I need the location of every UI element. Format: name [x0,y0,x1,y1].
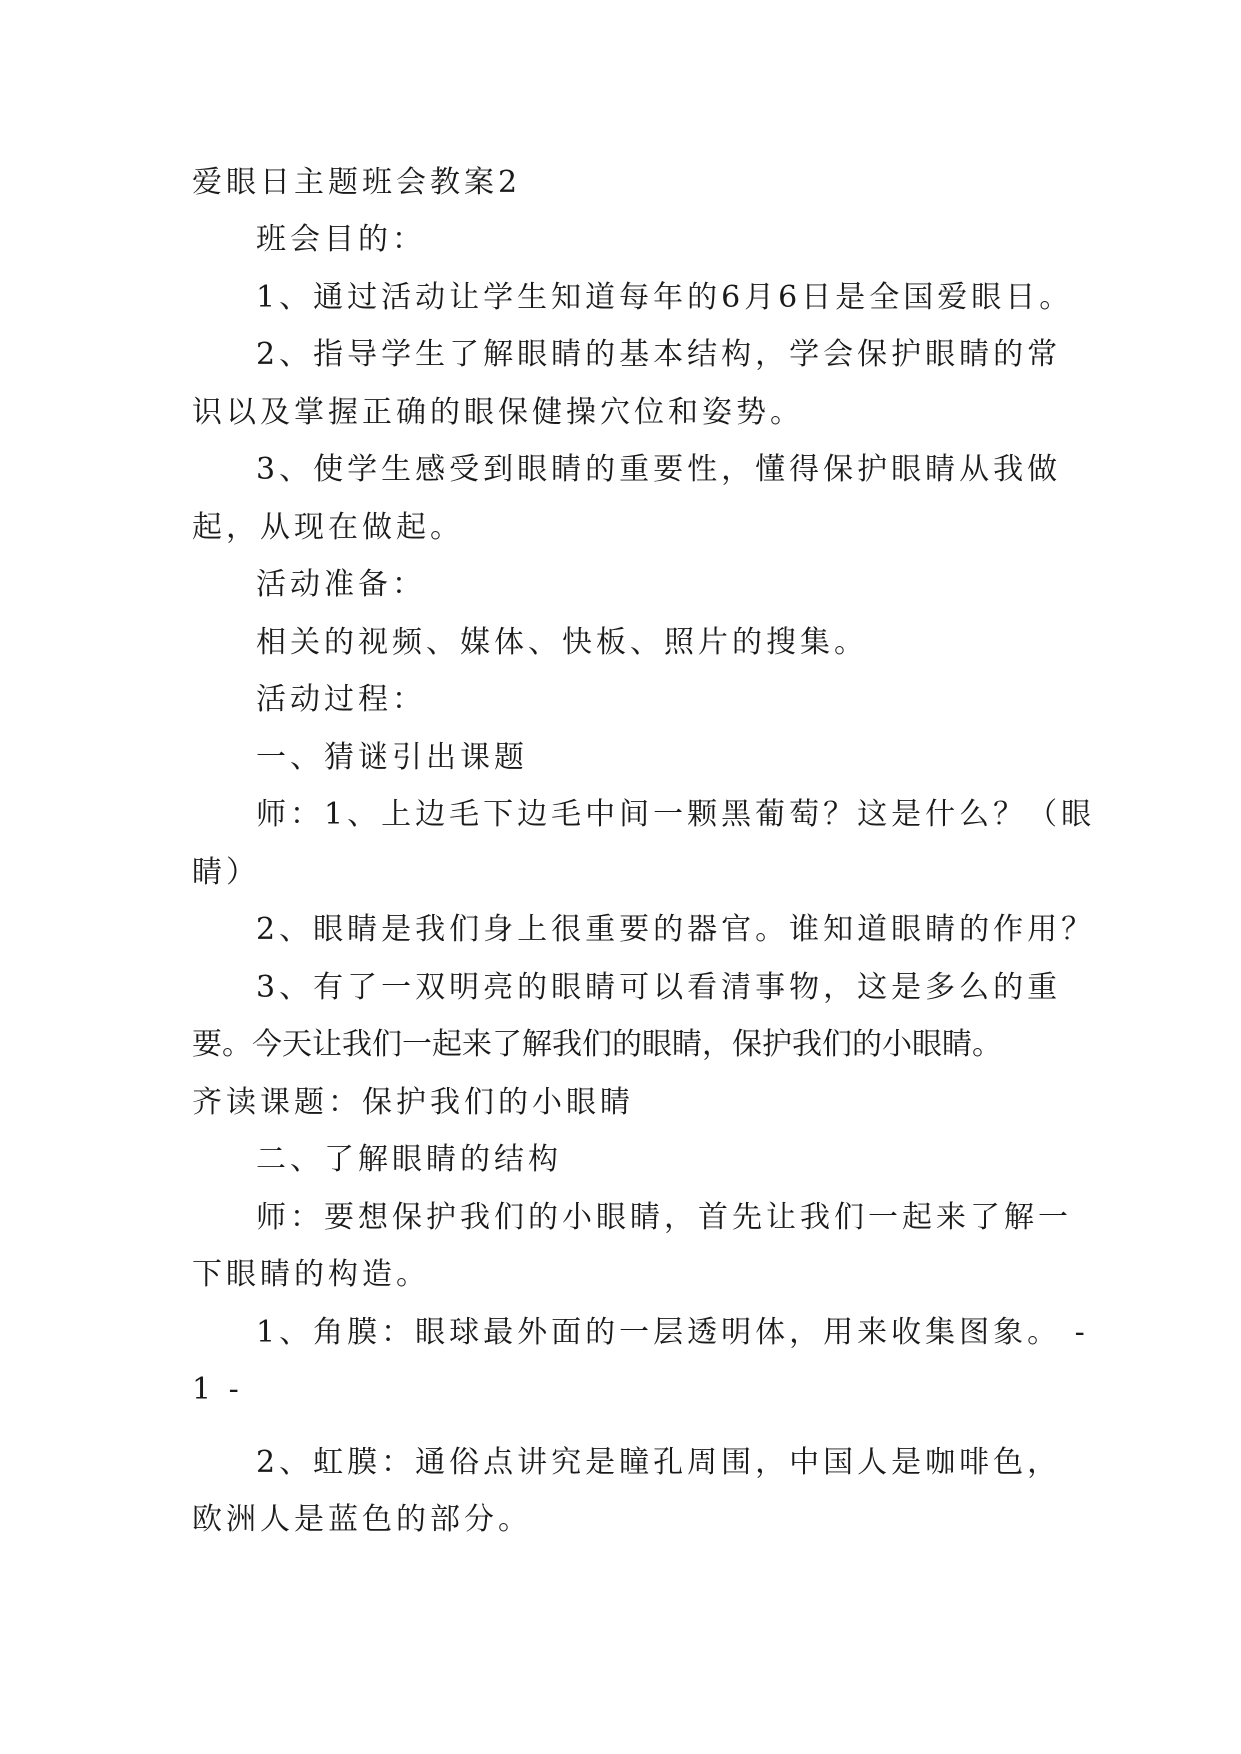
section-heading: 活动准备： [256,567,426,602]
paragraph-line: 3、有了一双明亮的眼睛可以看清事物，这是多么的重 [256,970,1062,1005]
paragraph-line: 师：1、上边毛下边毛中间一颗黑葡萄？这是什么？（眼 [256,797,1096,832]
paragraph-line: 1、角膜：眼球最外面的一层透明体，用来收集图象。 - [256,1315,1089,1350]
paragraph-line: 欧洲人是蓝色的部分。 [192,1502,532,1537]
section-heading: 班会目的： [256,222,426,257]
paragraph-line: 相关的视频、媒体、快板、照片的搜集。 [256,625,868,660]
page-number: 1 - [192,1372,243,1407]
section-heading: 一、猜谜引出课题 [256,740,528,775]
paragraph-line: 下眼睛的构造。 [192,1257,430,1292]
paragraph-line: 起，从现在做起。 [192,510,464,545]
paragraph-line: 2、指导学生了解眼睛的基本结构，学会保护眼睛的常 [256,337,1062,372]
paragraph-line: 睛） [192,855,260,890]
paragraph-line: 识以及掌握正确的眼保健操穴位和姿势。 [192,395,804,430]
paragraph-line: 1、通过活动让学生知道每年的6月6日是全国爱眼日。 [256,280,1074,315]
paragraph-line: 2、眼睛是我们身上很重要的器官。谁知道眼睛的作用？ [256,912,1096,947]
section-heading: 活动过程： [256,682,426,717]
paragraph-line: 师：要想保护我们的小眼睛，首先让我们一起来了解一 [256,1200,1072,1235]
paragraph-line: 齐读课题：保护我们的小眼睛 [192,1085,634,1120]
paragraph-line: 3、使学生感受到眼睛的重要性，懂得保护眼睛从我做 [256,452,1062,487]
section-heading: 二、了解眼睛的结构 [256,1142,562,1177]
paragraph-line: 2、虹膜：通俗点讲究是瞳孔周围，中国人是咖啡色， [256,1445,1062,1480]
document-title: 爱眼日主题班会教案2 [192,165,522,200]
paragraph-line: 要。今天让我们一起来了解我们的眼睛，保护我们的小眼睛。 [192,1027,1002,1062]
